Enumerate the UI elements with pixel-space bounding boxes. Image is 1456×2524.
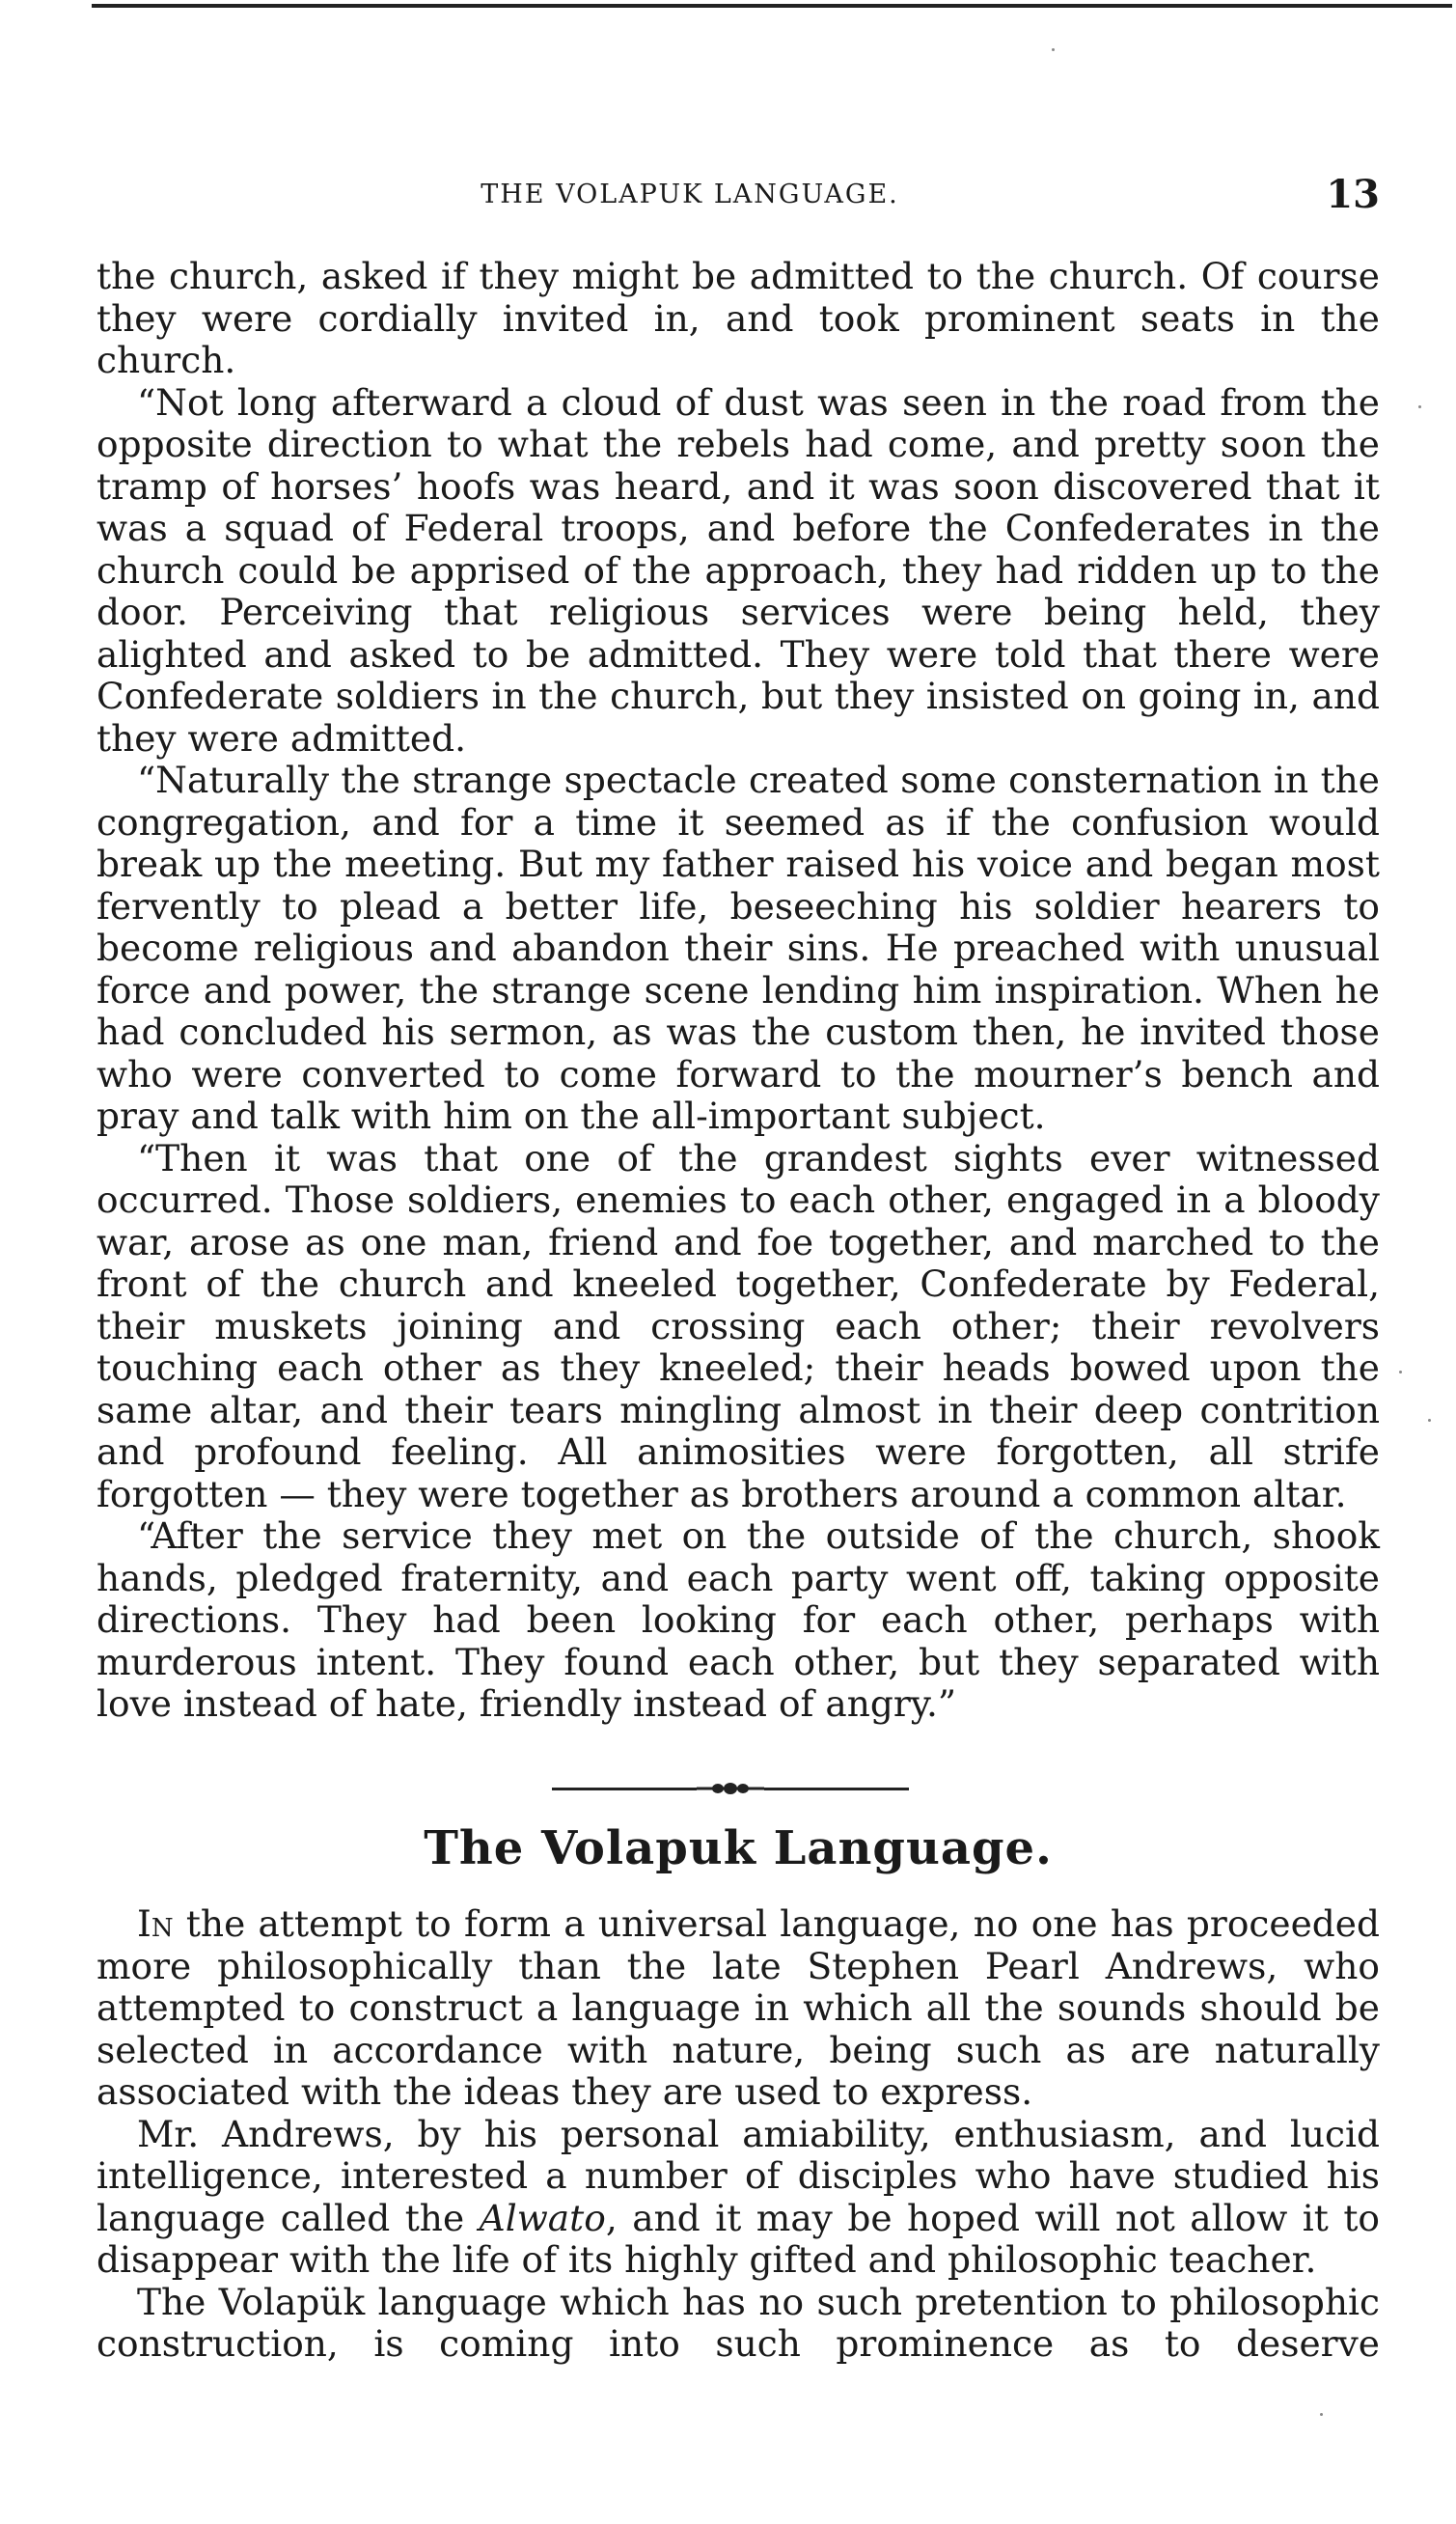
speck [1320,2413,1323,2416]
paragraph-sermon: “Naturally the strange spectacle created some consternation in the congregation, and for a time it seemed as if the confusion would break up the meeting. But my father raised his voice and began most fervently to plead a better life, beseeching his soldier hearers to become religious and abandon their sins. He preached with unusual force and power, the strange scene lending him inspiration. When he had concluded his sermon, as was the custom then, he invited those who were converted to come forward to the mourner’s bench and pray and talk with him on the all-important subject. [96,759,1380,1137]
alwato-term: Alwato [479,2196,606,2239]
paragraph-federal-troops: “Not long afterward a cloud of dust was seen in the road from the opposite direction to what the rebels had come, and pretty soon the tramp of horses’ hoofs was heard, and it was soon discovered that it was a squad of Federal troops, and before the Confederates in the church could be apprised of the approach, they had ridden up to the door. Perceiving that religious services were being held, they alighted and asked to be admitted. They were told that there were Confederate soldiers in the church, but they insisted on going in, and they were admitted. [96,380,1380,760]
paragraph-grandest-sight: “Then it was that one of the grandest sights ever witnessed occurred. Those soldiers, enemies to each other, engaged in a bloody war, arose as one man, friend and foe together, and marched to the front of the church and kneeled together, Confederate by Federal, their muskets joining and crossing each other; their revolvers touching each other as they kneeled; their heads bowed upon the same altar, and their tears mingling almost in their deep contrition and profound feeling. All animosities were forgotten, all strife forgotten — they were together as brothers around a common altar. [96,1136,1380,1515]
paragraph-alwato-before: Mr. Andrews, by his personal amiability, enthusiasm, and lucid intelligence, interested a number of disciples who have studied his language called the [96,2112,1380,2239]
page-number: 13 [1326,172,1380,217]
divider-rule-right [764,1788,909,1790]
paragraph-continuation: the church, asked if they might be admitted to the church. Of course they were cordially invited in, and took prominent seats in the church. [96,255,1380,381]
paragraph-universal-language [96,1903,1380,2114]
running-title: THE VOLAPUK LANGUAGE. [481,180,899,209]
continued-text-block [96,256,1380,1726]
divider-rule-left [552,1788,697,1790]
running-head [96,172,1380,217]
paragraph-volapuk-prominence: The Volapük language which has no such pretention to philosophic construction, is coming into such prominence as to deserve [96,2280,1380,2365]
paragraph-alwato-after: , and it may be hoped will not allow it to disappear with the life of its highly gifted and philosophic teacher. [96,2196,1380,2281]
speck [1428,1419,1431,1422]
volapuk-section-text [96,1903,1380,2366]
divider-diamond-ornament [697,1781,764,1796]
paragraph-universal-language-text: the attempt to form a universal language, no one has proceeded more philosophically than the late Stephen Pearl Andrews, who attempted to construct a language in which all the sounds should be selected in accordance with nature, being such as are naturally associated with the ideas they are used to express. [96,1902,1380,2113]
top-edge-rule [92,4,1452,8]
section-heading: The Volapuk Language. [424,1821,1053,1875]
speck [1418,405,1421,408]
section-divider-ornament [552,1781,909,1796]
speck [1399,1371,1402,1373]
speck [1052,48,1055,51]
paragraph-alwato [96,2114,1380,2282]
paragraph-after-service: “After the service they met on the outside of the church, shook hands, pledged fraternity, and each party went off, taking opposite directions. They had been looking for each other, perhaps with murderous intent. They found each other, but they separated with love instead of hate, friendly instead of angry.” [96,1514,1380,1725]
opening-word: In [137,1902,174,1945]
